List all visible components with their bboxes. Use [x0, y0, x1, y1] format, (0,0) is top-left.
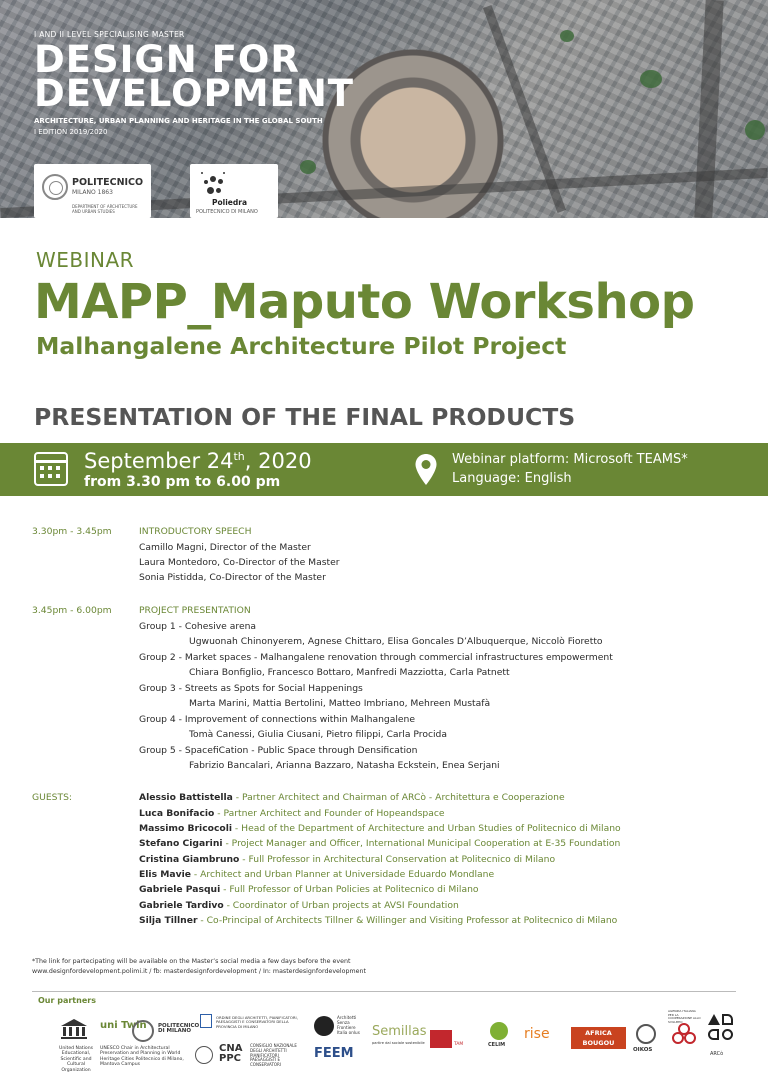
semillas-tagline: partire dal sociale sostenibile	[372, 1041, 425, 1045]
arco-logo-icon	[708, 1014, 734, 1050]
cnappc-seal-icon	[195, 1046, 213, 1064]
poliedra-logo	[190, 164, 278, 218]
guest-entry: Gabriele Pasqui - Full Professor of Urban Policies at Politecnico di Milano	[139, 884, 479, 895]
projects-time-slot: 3.45pm - 6.00pm	[32, 605, 112, 616]
aics-logo: AGENZIA ITALIANA PER LA COOPERAZIONE ALLO SVILUPPO	[668, 1009, 701, 1024]
projects-heading: PROJECT PRESENTATION	[139, 605, 251, 616]
celim-logo-icon	[490, 1022, 508, 1040]
oikos-logo: OIKOS	[633, 1047, 653, 1053]
unesco-logo: United Nations Educational, Scientific and Cultural Organization	[59, 1046, 93, 1073]
section-title: PRESENTATION OF THE FINAL PRODUCTS	[34, 403, 576, 431]
polimi-name: POLITECNICO	[72, 177, 144, 188]
master-title-block	[34, 30, 354, 136]
webinar-platform: Webinar platform: Microsoft TEAMS*	[452, 452, 688, 467]
footnote: *The link for partecipating will be available on the Master’s social media a few days before the event	[32, 958, 351, 965]
polimi-partner-logo: POLITECNICO DI MILANO	[158, 1023, 200, 1035]
group-members: Fabrizio Bancalari, Arianna Bazzaro, Natasha Eckstein, Enea Serjani	[189, 760, 500, 771]
group-members: Tomà Canessi, Giulia Ciusani, Pietro filippi, Carla Procida	[189, 729, 448, 740]
africa-bougou-logo: AFRICA BOUGOU	[571, 1027, 626, 1049]
footer-divider	[32, 991, 736, 992]
social-links: www.designfordevelopment.polimi.it / fb: masterdesignfordevelopment / In: masterdesignfordevelopment	[32, 968, 366, 975]
celim-logo: CELIM	[488, 1042, 506, 1048]
group-members: Chiara Bonfiglio, Francesco Bottaro, Manfredi Mazziotta, Carla Patnett	[189, 667, 510, 678]
polimi-year: MILANO 1863	[72, 189, 113, 196]
group-title: Group 5 - SpacefiCation - Public Space through Densification	[139, 745, 418, 756]
ordine-architetti-logo: ORDINE DEGLI ARCHITETTI, PIANIFICATORI, PAESAGGISTI E CONSERVATORI DELLA PROVINCIA DI MILANO	[216, 1015, 298, 1029]
event-info-band	[0, 443, 768, 496]
tam-logo: TAM	[454, 1042, 464, 1047]
partners-label: Our partners	[38, 996, 96, 1005]
location-pin-icon	[414, 453, 438, 486]
poliedra-sub: POLITECNICO DI MILANO	[196, 209, 258, 215]
intro-speaker: Sonia Pistidda, Co-Director of the Master	[139, 572, 326, 583]
event-subtitle: Malhangalene Architecture Pilot Project	[36, 332, 567, 360]
unitwin-logo: uni Twin	[100, 1020, 147, 1031]
master-title-line1: DESIGN FOR	[34, 38, 300, 81]
rise-logo: rise	[524, 1026, 550, 1042]
unesco-temple-icon	[60, 1018, 88, 1040]
poliedra-name: Poliedra	[212, 198, 248, 207]
event-title: MAPP_Maputo Workshop	[34, 274, 695, 330]
feem-logo: FEEM	[314, 1046, 354, 1061]
master-kicker: I AND II LEVEL SPECIALISING MASTER	[34, 30, 185, 39]
master-title-line2: DEVELOPMENT	[34, 72, 355, 115]
group-title: Group 4 - Improvement of connections within Malhangalene	[139, 714, 416, 725]
guest-entry: Stefano Cigarini - Project Manager and Officer, International Municipal Cooperation at E-35 Foundation	[139, 838, 621, 849]
event-date: September 24th, 2020	[84, 449, 312, 473]
guests-label: GUESTS:	[32, 792, 73, 803]
guest-entry: Cristina Giambruno - Full Professor in Architectural Conservation at Politecnico di Milano	[139, 854, 556, 865]
header-aerial-photo	[0, 0, 768, 218]
group-members: Marta Marini, Mattia Bertolini, Matteo Imbriano, Mehreen Mustafà	[189, 698, 491, 709]
polimi-seal-icon	[42, 174, 68, 200]
asf-logo: Architetti Senza Frontiere Italia onlus	[337, 1015, 360, 1035]
tam-logo-icon	[430, 1030, 452, 1048]
master-subtitle: ARCHITECTURE, URBAN PLANNING AND HERITAGE IN THE GLOBAL SOUTH	[34, 117, 323, 125]
group-title: Group 3 - Streets as Spots for Social Happenings	[139, 683, 363, 694]
unitwin-chair: UNESCO Chair in Architectural Preservation and Planning in World Heritage Cities Politecnico di Milano, Mantova Campus	[100, 1046, 184, 1068]
polimi-partner-seal-icon	[132, 1020, 154, 1042]
semillas-logo: Semillas	[372, 1024, 427, 1039]
asf-logo-icon	[314, 1016, 334, 1036]
guest-entry: Luca Bonifacio - Partner Architect and Founder of Hopeandspace	[139, 808, 445, 819]
master-title	[34, 38, 355, 115]
poliedra-dots-icon	[198, 170, 228, 200]
guest-entry: Gabriele Tardivo - Coordinator of Urban projects at AVSI Foundation	[139, 900, 459, 911]
intro-speaker: Camillo Magni, Director of the Master	[139, 542, 311, 553]
calendar-icon	[34, 452, 68, 486]
cnappc-mark: CNA PPC	[219, 1043, 243, 1064]
polimi-logo	[34, 164, 151, 218]
guest-entry: Silja Tillner - Co-Principal of Architects Tillner & Willinger and Visiting Professor at Politecnico di Milano	[139, 915, 618, 926]
webinar-language: Language: English	[452, 471, 572, 486]
polimi-dept: DEPARTMENT OF ARCHITECTURE AND URBAN STUDIES	[72, 204, 138, 214]
aics-logo-icon	[670, 1022, 698, 1046]
group-title: Group 2 - Market spaces - Malhangalene renovation through commercial infrastructures empowerment	[139, 652, 613, 663]
event-time: from 3.30 pm to 6.00 pm	[84, 474, 281, 490]
group-members: Ugwuonah Chinonyerem, Agnese Chittaro, Elisa Goncales D’Albuquerque, Niccolò Fioretto	[189, 636, 603, 647]
guest-entry: Alessio Battistella - Partner Architect and Chairman of ARCò - Architettura e Cooperazione	[139, 792, 565, 803]
webinar-label: WEBINAR	[36, 248, 135, 272]
intro-speaker: Laura Montedoro, Co-Director of the Master	[139, 557, 340, 568]
cnappc-logo: CONSIGLIO NAZIONALE DEGLI ARCHITETTI PIANIFICATORI PAESAGGISTI E CONSERVATORI	[250, 1043, 297, 1068]
guest-entry: Massimo Bricocoli - Head of the Department of Architecture and Urban Studies of Politecnico di Milano	[139, 823, 621, 834]
master-edition: I EDITION 2019/2020	[34, 128, 108, 136]
group-title: Group 1 - Cohesive arena	[139, 621, 257, 632]
ordine-logo-icon	[200, 1014, 212, 1028]
intro-time-slot: 3.30pm - 3.45pm	[32, 526, 112, 537]
oikos-logo-icon	[636, 1024, 656, 1044]
intro-heading: INTRODUCTORY SPEECH	[139, 526, 252, 537]
guest-entry: Elis Mavie - Architect and Urban Planner at Universidade Eduardo Mondlane	[139, 869, 495, 880]
arco-logo: ARCò	[710, 1051, 724, 1057]
